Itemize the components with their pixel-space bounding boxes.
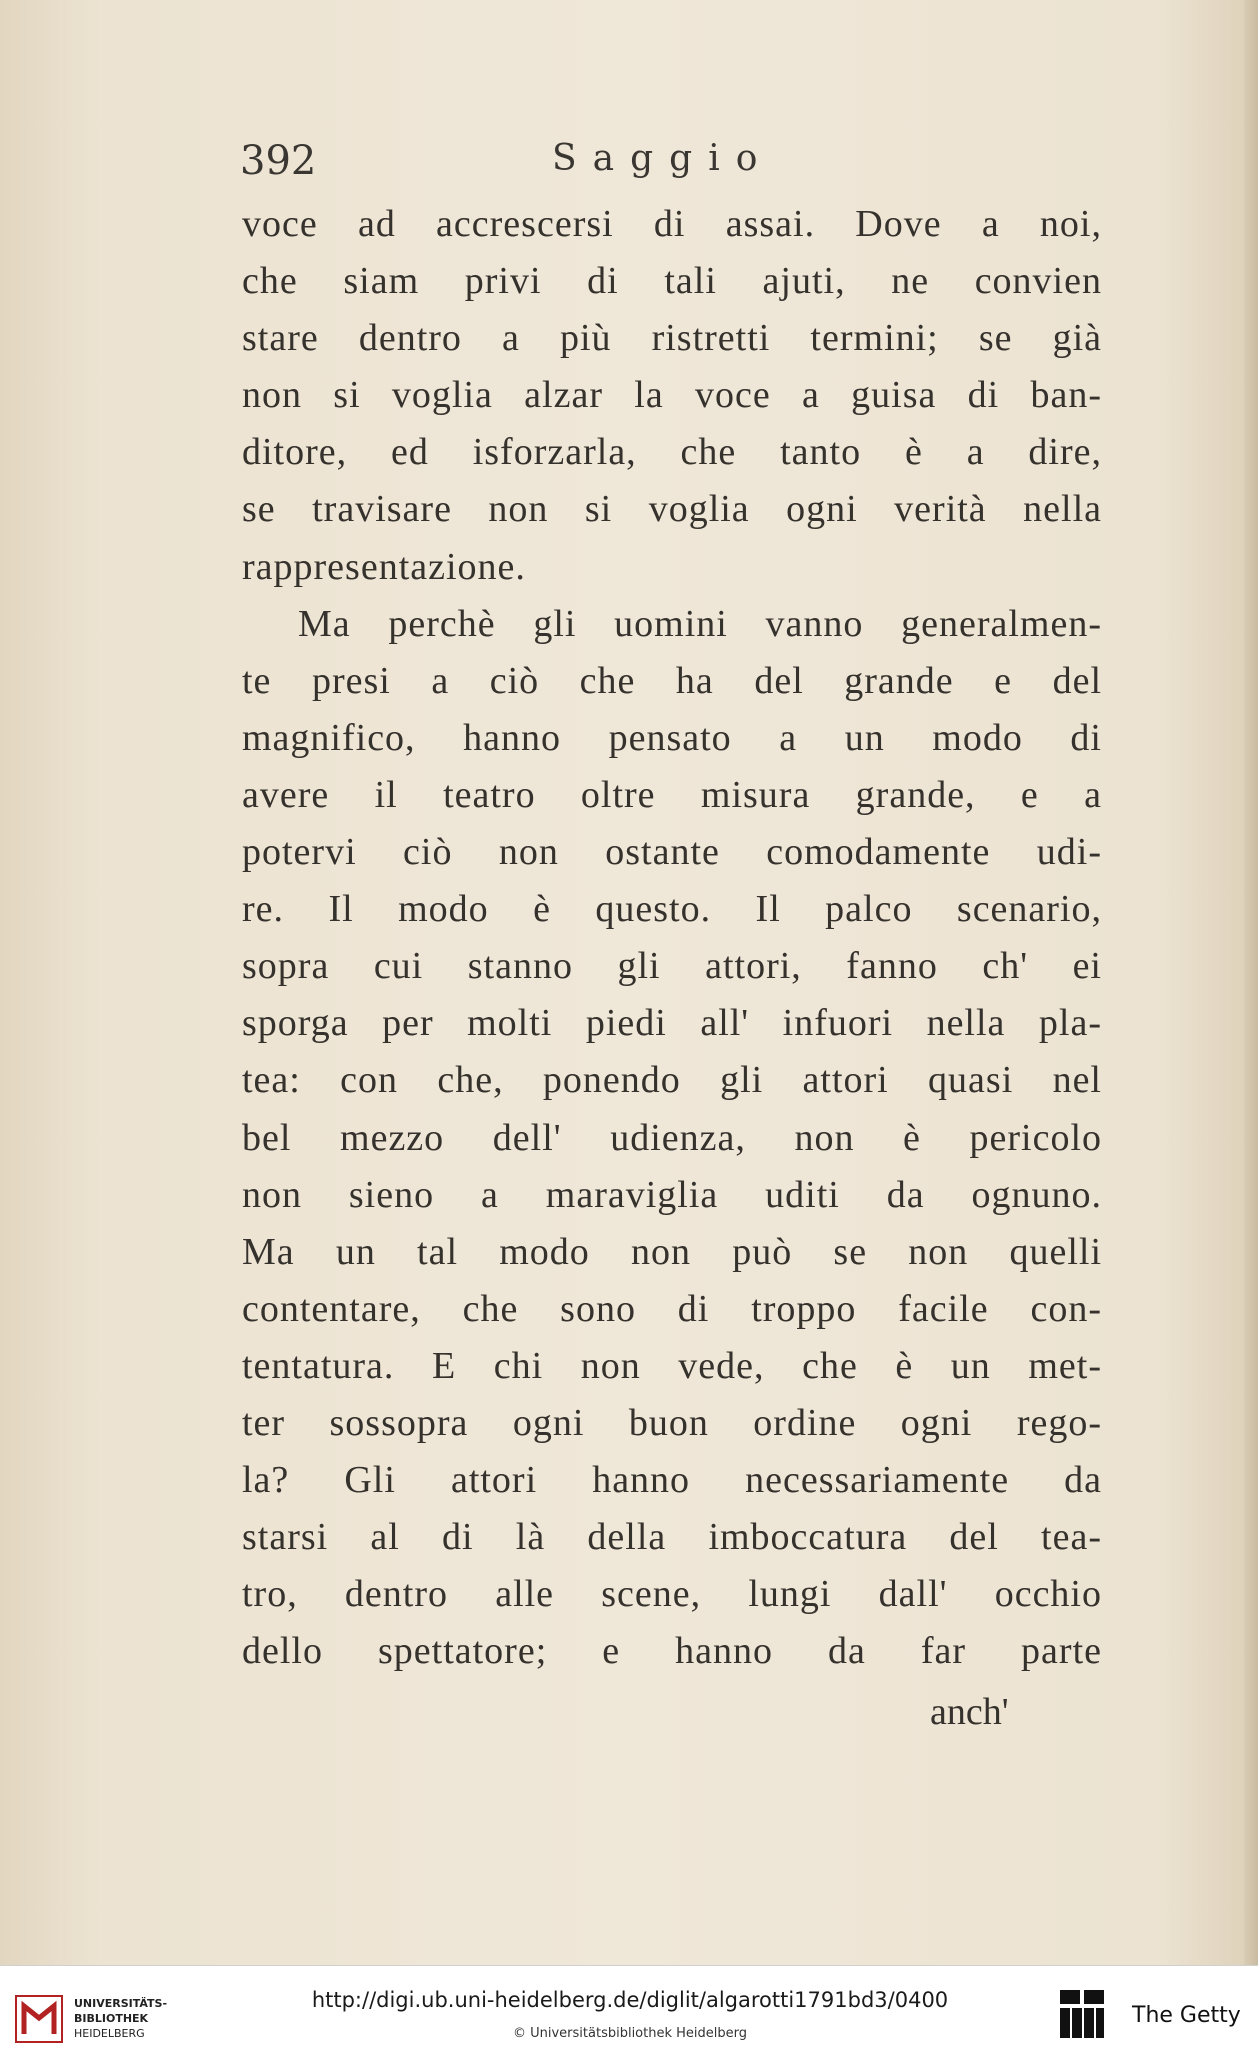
text-line: tentatura. E chi non vede, che è un met- <box>242 1344 1102 1387</box>
text-line: potervi ciò non ostante comodamente udi- <box>242 831 1102 874</box>
text-line: non si voglia alzar la voce a guisa di ban- <box>242 374 1102 417</box>
text-line: voce ad accrescersi di assai. Dove a noi, <box>242 203 1102 245</box>
text-line: re. Il modo è questo. Il palco scenario, <box>242 888 1102 931</box>
running-title: Saggio <box>552 138 774 179</box>
text-line: ter sossopra ogni buon ordine ogni rego- <box>242 1401 1102 1444</box>
text-line: non sieno a maraviglia uditi da ognuno. <box>242 1173 1102 1216</box>
page-edge <box>1244 0 1258 1965</box>
text-line: sopra cui stanno gli attori, fanno ch' ei <box>242 945 1102 988</box>
getty-logo-icon <box>1058 1988 1108 2044</box>
text-line: dello spettatore; e hanno da far parte <box>242 1630 1102 1673</box>
page-header <box>240 138 1140 188</box>
partner-name: The Getty <box>1132 2003 1241 2028</box>
institution-line-3: HEIDELBERG <box>74 2027 145 2040</box>
institution-line-2: BIBLIOTHEK <box>74 2012 149 2025</box>
text-line: magnifico, hanno pensato a un modo di <box>242 716 1102 759</box>
text-line: tro, dentro alle scene, lungi dall' occhio <box>242 1573 1102 1616</box>
text-line: ditore, ed isforzarla, che tanto è a dire, <box>242 431 1102 474</box>
text-line: tea: con che, ponendo gli attori quasi nel <box>242 1059 1102 1102</box>
text-line: bel mezzo dell' udienza, non è pericolo <box>242 1116 1102 1159</box>
body-text <box>242 196 1102 1680</box>
catchword: anch' <box>930 1691 1009 1733</box>
text-line: stare dentro a più ristretti termini; se già <box>242 317 1102 360</box>
text-line: contentare, che sono di troppo facile con- <box>242 1287 1102 1330</box>
university-library-logo-icon <box>14 1994 64 2044</box>
copyright-notice: © Universitätsbibliothek Heidelberg <box>512 2026 747 2041</box>
institution-line-1: UNIVERSITÄTS- <box>74 1997 168 2010</box>
text-line: te presi a ciò che ha del grande e del <box>242 659 1102 702</box>
text-line: Ma un tal modo non può se non quelli <box>242 1230 1102 1273</box>
text-line: la? Gli attori hanno necessariamente da <box>242 1459 1102 1502</box>
text-line: che siam privi di tali ajuti, ne convien <box>242 260 1102 303</box>
permalink-url[interactable]: http://digi.ub.uni-heidelberg.de/diglit/algarotti1791bd3/0400 <box>311 1988 949 2012</box>
text-line: rappresentazione. <box>242 545 526 588</box>
text-line: Ma perchè gli uomini vanno generalmen- <box>298 602 1102 645</box>
text-line: avere il teatro oltre misura grande, e a <box>242 773 1102 816</box>
text-line: starsi al di là della imboccatura del tea- <box>242 1516 1102 1559</box>
page-number: 392 <box>240 138 317 184</box>
viewer-footer <box>0 1965 1258 2065</box>
institution-name <box>74 1996 167 2041</box>
text-line: sporga per molti piedi all' infuori nella pla- <box>242 1002 1102 1045</box>
text-line: se travisare non si voglia ogni verità nella <box>242 488 1102 531</box>
